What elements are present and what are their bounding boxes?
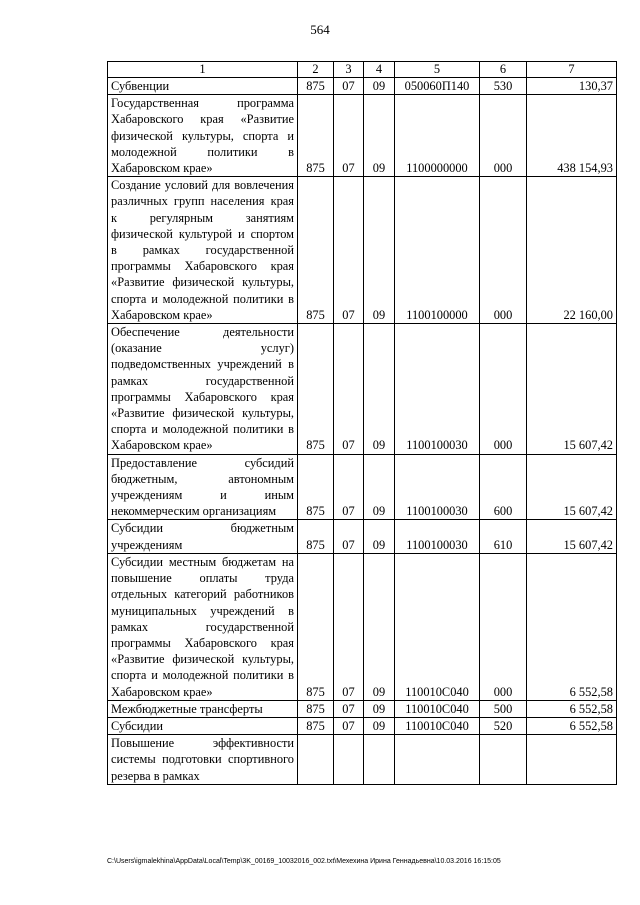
cell-expense-type bbox=[480, 735, 527, 785]
cell-amount: 6 552,58 bbox=[527, 553, 617, 700]
cell-subsection: 09 bbox=[364, 95, 395, 177]
cell-subsection: 09 bbox=[364, 454, 395, 520]
cell-expense-type: 520 bbox=[480, 717, 527, 734]
cell-ministry: 875 bbox=[298, 177, 334, 324]
table-row bbox=[108, 700, 617, 717]
cell-amount bbox=[527, 735, 617, 785]
cell-target-code: 1100000000 bbox=[395, 95, 480, 177]
cell-section: 07 bbox=[334, 520, 364, 553]
cell-subsection: 09 bbox=[364, 78, 395, 95]
cell-ministry: 875 bbox=[298, 324, 334, 455]
row-name: Государственная программа Хабаровского края «Развитие физической культуры, спорта и молодежной политики в Хабаровском крае» bbox=[108, 95, 298, 177]
col-header-2: 2 bbox=[298, 62, 334, 78]
cell-target-code: 1100100000 bbox=[395, 177, 480, 324]
page-number: 564 bbox=[310, 22, 330, 37]
cell-section: 07 bbox=[334, 324, 364, 455]
row-name: Субсидии бюджетным учреждениям bbox=[108, 520, 298, 553]
cell-amount: 130,37 bbox=[527, 78, 617, 95]
row-name: Субсидии bbox=[108, 717, 298, 734]
cell-ministry: 875 bbox=[298, 700, 334, 717]
cell-target-code: 1100100030 bbox=[395, 324, 480, 455]
cell-amount: 6 552,58 bbox=[527, 717, 617, 734]
table-row bbox=[108, 553, 617, 700]
row-name: Создание условий для вовлечения различных групп населения края к регулярным занятиям физической культурой и спортом в рамках государственной программы Хабаровского края «Развитие физической культуры, спорта и молодежной политики в Хабаровском крае» bbox=[108, 177, 298, 324]
row-name: Межбюджетные трансферты bbox=[108, 700, 298, 717]
cell-ministry: 875 bbox=[298, 520, 334, 553]
cell-amount: 6 552,58 bbox=[527, 700, 617, 717]
cell-ministry: 875 bbox=[298, 78, 334, 95]
cell-expense-type: 000 bbox=[480, 553, 527, 700]
table-row bbox=[108, 735, 617, 785]
row-name: Обеспечение деятельности (оказание услуг) подведомственных учреждений в рамках государственной программы Хабаровского края «Развитие физической культуры, спорта и молодежной политики в Хабаровском крае» bbox=[108, 324, 298, 455]
cell-subsection: 09 bbox=[364, 324, 395, 455]
row-name: Повышение эффективности системы подготовки спортивного резерва в рамках bbox=[108, 735, 298, 785]
table-row bbox=[108, 717, 617, 734]
cell-expense-type: 000 bbox=[480, 324, 527, 455]
cell-target-code: 110010С040 bbox=[395, 717, 480, 734]
table-row bbox=[108, 324, 617, 455]
cell-section: 07 bbox=[334, 78, 364, 95]
col-header-3: 3 bbox=[334, 62, 364, 78]
cell-expense-type: 500 bbox=[480, 700, 527, 717]
table-row bbox=[108, 454, 617, 520]
cell-section bbox=[334, 735, 364, 785]
cell-target-code: 110010С040 bbox=[395, 700, 480, 717]
cell-amount: 438 154,93 bbox=[527, 95, 617, 177]
cell-subsection bbox=[364, 735, 395, 785]
row-name: Субсидии местным бюджетам на повышение оплаты труда отдельных категорий работников муниципальных учреждений в рамках государственной программы Хабаровского края «Развитие физической культуры, спорта и молодежной политики в Хабаровском крае» bbox=[108, 553, 298, 700]
cell-target-code: 1100100030 bbox=[395, 520, 480, 553]
cell-expense-type: 000 bbox=[480, 177, 527, 324]
table-row bbox=[108, 78, 617, 95]
row-name: Предоставление субсидий бюджетным, автономным учреждениям и иным некоммерческим организациям bbox=[108, 454, 298, 520]
cell-expense-type: 000 bbox=[480, 95, 527, 177]
footer-path: C:\Users\igmalekhina\AppData\Local\Temp\3K_00169_10032016_002.txt\Мехехина Ирина Геннадьевна\10.03.2016 16:15:05 bbox=[107, 858, 501, 865]
cell-expense-type: 530 bbox=[480, 78, 527, 95]
cell-ministry: 875 bbox=[298, 717, 334, 734]
col-header-6: 6 bbox=[480, 62, 527, 78]
cell-ministry: 875 bbox=[298, 454, 334, 520]
budget-table bbox=[107, 61, 617, 785]
col-header-5: 5 bbox=[395, 62, 480, 78]
header-row bbox=[108, 62, 617, 78]
cell-ministry bbox=[298, 735, 334, 785]
col-header-4: 4 bbox=[364, 62, 395, 78]
cell-section: 07 bbox=[334, 454, 364, 520]
cell-subsection: 09 bbox=[364, 177, 395, 324]
table-row bbox=[108, 95, 617, 177]
cell-subsection: 09 bbox=[364, 553, 395, 700]
cell-target-code: 050060П140 bbox=[395, 78, 480, 95]
cell-ministry: 875 bbox=[298, 95, 334, 177]
cell-section: 07 bbox=[334, 95, 364, 177]
cell-target-code: 110010С040 bbox=[395, 553, 480, 700]
cell-amount: 22 160,00 bbox=[527, 177, 617, 324]
cell-subsection: 09 bbox=[364, 520, 395, 553]
cell-amount: 15 607,42 bbox=[527, 454, 617, 520]
cell-expense-type: 600 bbox=[480, 454, 527, 520]
cell-expense-type: 610 bbox=[480, 520, 527, 553]
table-row bbox=[108, 520, 617, 553]
cell-target-code bbox=[395, 735, 480, 785]
cell-section: 07 bbox=[334, 177, 364, 324]
cell-section: 07 bbox=[334, 717, 364, 734]
row-name: Субвенции bbox=[108, 78, 298, 95]
cell-target-code: 1100100030 bbox=[395, 454, 480, 520]
col-header-1: 1 bbox=[108, 62, 298, 78]
cell-section: 07 bbox=[334, 553, 364, 700]
cell-amount: 15 607,42 bbox=[527, 324, 617, 455]
cell-subsection: 09 bbox=[364, 700, 395, 717]
cell-subsection: 09 bbox=[364, 717, 395, 734]
col-header-7: 7 bbox=[527, 62, 617, 78]
cell-ministry: 875 bbox=[298, 553, 334, 700]
table-row bbox=[108, 177, 617, 324]
cell-amount: 15 607,42 bbox=[527, 520, 617, 553]
cell-section: 07 bbox=[334, 700, 364, 717]
